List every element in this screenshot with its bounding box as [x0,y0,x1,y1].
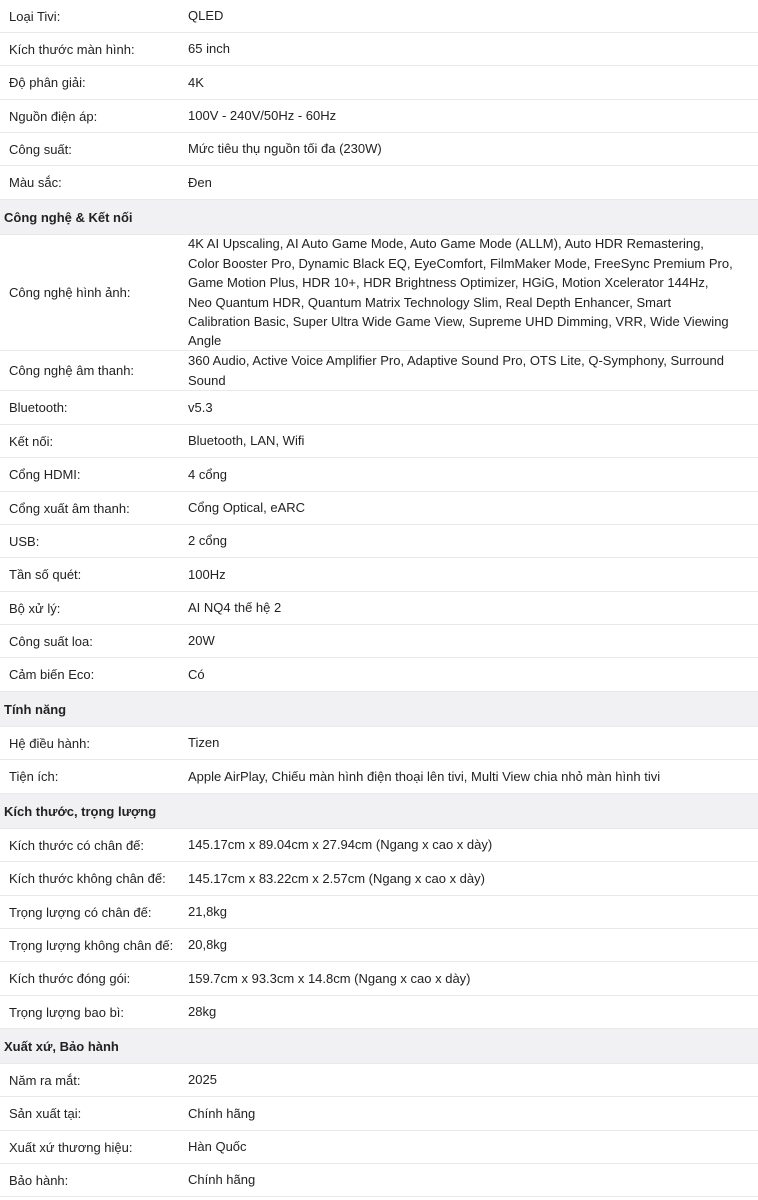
spec-value: Apple AirPlay, Chiếu màn hình điện thoại lên tivi, Multi View chia nhỏ màn hình tivi [188,768,661,784]
spec-row [0,760,758,794]
spec-row [0,351,758,391]
spec-label: Loại Tivi: [9,8,61,24]
spec-row [0,592,758,625]
spec-label: USB: [9,533,40,549]
spec-value: Đen [188,174,212,190]
spec-row [0,658,758,692]
spec-label: Bluetooth: [9,400,68,415]
spec-value: 159.7cm x 93.3cm x 14.8cm (Ngang x cao x dày) [188,970,471,986]
spec-value: 4K AI Upscaling, AI Auto Game Mode, Auto Game Mode (ALLM), Auto HDR Remastering, Color Booster Pro, Dynamic Black EQ, EyeComfort, FilmMaker Mode, FreeSync Premium Pro, Game Motion Plus, HDR 10+, HDR Brightness Optimizer, HGiG, Motion Xcelerator 144Hz, Neo Quantum HDR, Quantum Matrix Technology Slim, Real Depth Enhancer, Smart Calibration Basic, Super Ultra Wide Game View, Supreme UHD Dimming, VRR, Wide Viewing Angle [188,236,733,349]
spec-label: Bảo hành: [9,1172,69,1188]
section-header: Kích thước, trọng lượng [0,794,758,829]
spec-value: Mức tiêu thụ nguồn tối đa (230W) [188,141,382,157]
spec-label: Tiện ích: [9,769,59,784]
spec-value: 28kg [188,1004,217,1020]
spec-label: Màu sắc: [9,175,62,190]
spec-row [0,33,758,66]
spec-value: 100Hz [188,566,226,582]
spec-label: Trọng lượng không chân đế: [9,937,174,953]
spec-label: Kết nối: [9,433,54,449]
spec-value: 4K [188,74,204,90]
spec-row [0,1064,758,1097]
spec-row [0,492,758,525]
spec-label: Kích thước không chân đế: [9,871,166,886]
spec-label: Trọng lượng có chân đế: [9,904,152,920]
spec-label: Độ phân giải: [9,75,86,90]
spec-value: Tizen [188,735,220,751]
spec-label: Cổng HDMI: [9,467,81,482]
spec-label: Xuất xứ thương hiệu: [9,1139,133,1155]
section-header: Xuất xứ, Bảo hành [0,1029,758,1064]
spec-label: Năm ra mắt: [9,1072,81,1088]
spec-value: 4 cổng [188,466,228,482]
spec-label: Sản xuất tại: [9,1106,82,1121]
spec-label: Cảm biến Eco: [9,667,95,682]
spec-row [0,66,758,100]
spec-row [0,862,758,896]
spec-label: Hệ điều hành: [9,735,90,751]
spec-value: 145.17cm x 83.22cm x 2.57cm (Ngang x cao x dày) [188,870,485,886]
spec-row [0,727,758,760]
spec-label: Nguồn điện áp: [9,108,98,124]
section-header: Công nghệ & Kết nối [0,200,758,235]
spec-value: 65 inch [188,41,230,57]
spec-value: 100V - 240V/50Hz - 60Hz [188,108,337,124]
spec-label: Trọng lượng bao bì: [9,1004,125,1020]
spec-row [0,0,758,33]
spec-row [0,391,758,425]
spec-value: 145.17cm x 89.04cm x 27.94cm (Ngang x cao x dày) [188,837,493,853]
spec-value: AI NQ4 thế hệ 2 [188,600,282,616]
spec-value: QLED [188,8,224,24]
spec-value: 2025 [188,1072,217,1088]
spec-row [0,929,758,962]
spec-row [0,558,758,592]
spec-label: Bộ xử lý: [9,600,61,616]
spec-value: v5.3 [188,399,213,415]
spec-value: 20W [188,633,215,649]
spec-row [0,1097,758,1131]
spec-row [0,166,758,200]
spec-value: Chính hãng [188,1172,256,1188]
spec-row [0,829,758,862]
spec-label: Cổng xuất âm thanh: [9,500,130,516]
spec-value: 360 Audio, Active Voice Amplifier Pro, Adaptive Sound Pro, OTS Lite, Q-Symphony, Surround Sound [188,353,724,388]
spec-row [0,896,758,929]
section-header: Tính năng [0,692,758,727]
spec-label: Tần số quét: [9,567,82,582]
spec-row [0,996,758,1029]
spec-value: Chính hãng [188,1105,256,1121]
spec-label: Công suất loa: [9,633,93,649]
spec-row [0,525,758,558]
spec-label: Kích thước đóng gói: [9,971,131,986]
spec-label: Công nghệ hình ảnh: [9,285,131,300]
spec-value: Cổng Optical, eARC [188,500,306,516]
spec-row [0,425,758,458]
spec-row [0,235,758,351]
spec-label: Kích thước có chân đế: [9,837,145,853]
spec-row [0,458,758,492]
spec-row [0,1131,758,1164]
spec-value: 2 cổng [188,533,228,549]
spec-value: Bluetooth, LAN, Wifi [188,433,305,449]
spec-value: Hàn Quốc [188,1139,247,1155]
spec-row [0,1164,758,1197]
spec-row [0,962,758,996]
spec-label: Kích thước màn hình: [9,41,135,57]
spec-value: 21,8kg [188,904,228,920]
spec-label: Công nghệ âm thanh: [9,363,135,378]
spec-label: Công suất: [9,141,72,157]
spec-row [0,625,758,658]
spec-value: 20,8kg [188,937,228,953]
spec-row [0,133,758,166]
spec-value: Có [188,666,205,682]
spec-row [0,100,758,133]
